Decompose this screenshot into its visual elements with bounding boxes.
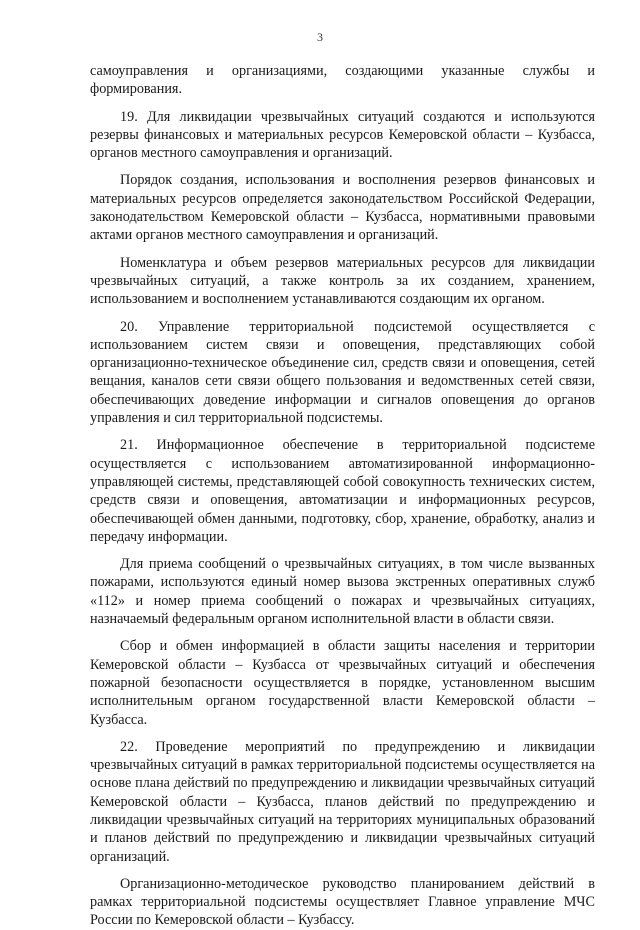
- paragraph-reserves-nomenclature: Номенклатура и объем резервов материальных ресурсов для ликвидации чрезвычайных ситуаций, а также контроль за их созданием, хранением, использованием и восполнением устанавливаются создающим их органом.: [90, 254, 595, 308]
- paragraph-reserves-procedure: Порядок создания, использования и восполнения резервов финансовых и материальных ресурсов определяется законодательством Российской Федерации, законодательством Кемеровской области – Кузбасса, нормативными правовыми актами органов местного самоуправления и организаций.: [90, 172, 595, 244]
- paragraph-information-exchange: Сбор и обмен информацией в области защиты населения и территории Кемеровской области – Кузбасса от чрезвычайных ситуаций и обеспечения пожарной безопасности осуществляется в порядке, установленном высшим исполнительным органом государственной власти Кемеровской области – Кузбасса.: [90, 638, 595, 728]
- paragraph-22: 22. Проведение мероприятий по предупреждению и ликвидации чрезвычайных ситуаций в рамках территориальной подсистемы осуществляется на основе плана действий по предупреждению и ликвидации чрезвычайных ситуаций Кемеровской области – Кузбасса, планов действий по предупреждению и ликвидации чрезвычайных ситуаций на территориях муниципальных образований и планов действий по предупреждению и ликвидации чрезвычайных ситуаций организаций.: [90, 738, 595, 865]
- paragraph-19: 19. Для ликвидации чрезвычайных ситуаций создаются и используются резервы финансовых и материальных ресурсов Кемеровской области – Кузбасса, органов местного самоуправления и организаций.: [90, 108, 595, 162]
- paragraph-emergency-calls: Для приема сообщений о чрезвычайных ситуациях, в том числе вызванных пожарами, используются единый номер вызова экстренных оперативных служб «112» и номер приема сообщений о пожарах и чрезвычайных ситуациях, назначаемый федеральным органом исполнительной власти в области связи.: [90, 556, 595, 628]
- paragraph-continuation: самоуправления и организациями, создающими указанные службы и формирования.: [90, 63, 595, 98]
- paragraph-20: 20. Управление территориальной подсистемой осуществляется с использованием систем связи и оповещения, представляющих собой организационно-техническое объединение сил, средств связи и оповещения, сетей вещания, каналов сети связи общего пользования и ведомственных сетей связи, обеспечивающих доведение информации и сигналов оповещения до органов управления и сил территориальной подсистемы.: [90, 318, 595, 427]
- page-number: 3: [317, 30, 323, 44]
- paragraph-21: 21. Информационное обеспечение в территориальной подсистеме осуществляется с использованием автоматизированной информационно-управляющей системы, представляющей собой совокупность технических систем, средств связи и оповещения, автоматизации и информационных ресурсов, обеспечивающей обмен данными, подготовку, сбор, хранение, обработку, анализ и передачу информации.: [90, 437, 595, 545]
- document-body: [90, 62, 595, 930]
- paragraph-methodical-guidance: Организационно-методическое руководство планированием действий в рамках территориальной подсистемы осуществляет Главное управление МЧС России по Кемеровской области – Кузбассу.: [90, 875, 595, 929]
